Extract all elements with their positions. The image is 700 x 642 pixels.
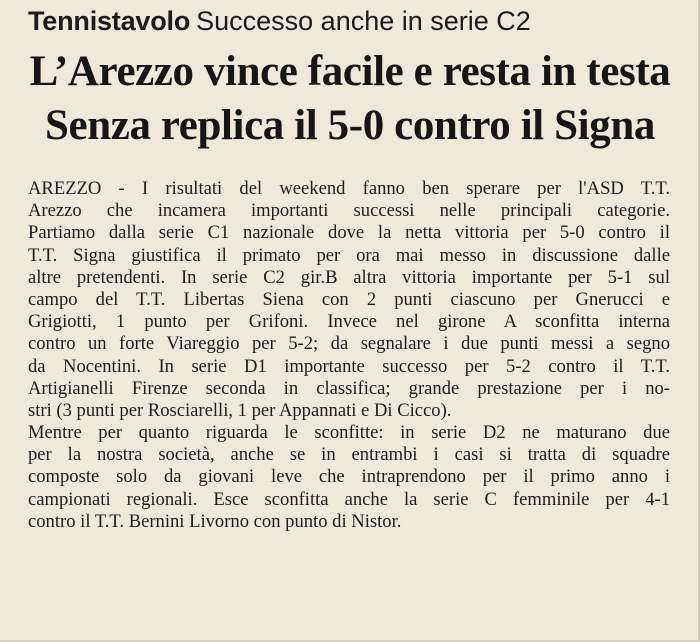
body-line: AREZZO - I risultati del weekend fanno ben sperare per l'ASD T.T. bbox=[28, 178, 670, 199]
headline-secondary: Senza replica il 5-0 contro il Signa bbox=[45, 102, 655, 149]
body-line: campionati regionali. Esce sconfitta anche la serie C femminile per 4-1 bbox=[28, 488, 670, 510]
body-line: contro un forte Viareggio per 5-2; da segnalare i due punti messi a segno bbox=[28, 333, 670, 355]
body-line: Arezzo che incamera importanti successi nelle principali categorie. bbox=[28, 200, 670, 222]
body-line: Grigiotti, 1 punto per Grifoni. Invece nel girone A sconfitta interna bbox=[28, 311, 670, 333]
body-line: Artigianelli Firenze seconda in classifica; grande prestazione per i no- bbox=[28, 377, 670, 399]
kicker bbox=[28, 8, 531, 35]
article-body bbox=[28, 178, 670, 533]
section-label: Tennistavolo bbox=[28, 6, 191, 36]
body-line: contro il T.T. Bernini Livorno con punto di Nistor. bbox=[28, 510, 402, 532]
body-line: Partiamo dalla serie C1 nazionale dove la netta vittoria per 5-0 contro il bbox=[28, 222, 670, 244]
body-line: campo del T.T. Libertas Siena con 2 punti ciascuno per Gnerucci e bbox=[28, 288, 670, 310]
body-line: altre pretendenti. In serie C2 gir.B altra vittoria importante per 5-1 sul bbox=[28, 266, 670, 288]
kicker-subtitle: Successo anche in serie C2 bbox=[196, 6, 531, 36]
headline-main: L’Arezzo vince facile e resta in testa bbox=[29, 48, 671, 95]
body-line: composte solo da giovani leve che intraprendono per il primo anno i bbox=[28, 466, 670, 488]
body-line: da Nocentini. In serie D1 importante successo per 5-2 contro il T.T. bbox=[28, 355, 670, 377]
body-line: T.T. Signa giustifica il primato per ora mai messo in discussione dalle bbox=[28, 244, 670, 266]
body-line: Mentre per quanto riguarda le sconfitte: in serie D2 ne maturano due bbox=[28, 422, 670, 444]
body-line: per la nostra società, anche se in entrambi i casi si tratta di squadre bbox=[28, 444, 670, 466]
body-line: stri (3 punti per Rosciarelli, 1 per Appannati e Di Cicco). bbox=[28, 399, 452, 421]
